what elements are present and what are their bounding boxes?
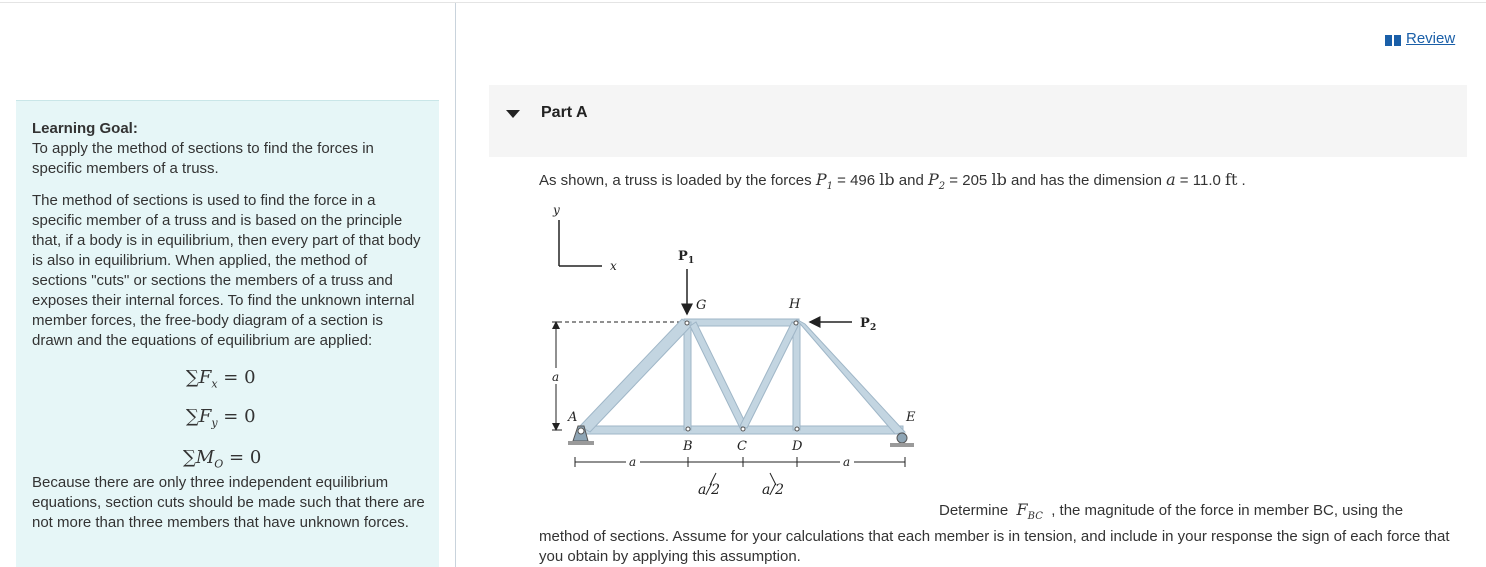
learning-goal-panel	[16, 100, 439, 567]
equation-sum-fx: $\sum F_x = 0$	[186, 367, 256, 391]
p2-label: P	[860, 316, 870, 331]
top-border	[0, 2, 1486, 3]
truss-members	[580, 319, 905, 434]
p1-value: 496	[850, 172, 876, 189]
p2-arrow	[810, 316, 876, 333]
statement-prefix: As shown, a truss is loaded by the forces	[539, 172, 812, 189]
p2-symbol: $P_2$	[928, 170, 946, 193]
x-axis-label: x	[610, 259, 617, 273]
panel-divider	[455, 3, 456, 567]
svg-text:2: 2	[870, 323, 877, 333]
fbc-symbol: $F_{BC}$	[1016, 500, 1043, 523]
a-vertical-label: a	[552, 370, 560, 384]
a-right-label: a	[843, 455, 851, 469]
p2-value: 205	[962, 172, 988, 189]
part-title: Part A	[541, 104, 588, 121]
label-g: G	[696, 298, 707, 313]
a-unit: ft	[1225, 170, 1238, 189]
a-symbol: a	[1166, 170, 1176, 189]
p1-label: P	[678, 249, 688, 264]
p1-arrow	[678, 249, 694, 314]
review-link-label[interactable]: Review	[1406, 30, 1456, 47]
learning-goal-title: Learning Goal:	[32, 120, 138, 137]
label-e: E	[906, 410, 916, 425]
problem-statement: As shown, a truss is loaded by the forces $P_1 = 496$ lb and $P_2 = 205$ lb and has the dimension a = 11.0 ft .	[539, 170, 1246, 193]
truss-figure	[540, 198, 940, 503]
label-c: C	[737, 439, 747, 454]
question-text	[539, 500, 1454, 567]
label-d: D	[792, 439, 803, 454]
equation-sum-fy: $\sum F_y = 0$	[186, 406, 256, 430]
a-half-label-2: a/2	[762, 482, 784, 498]
svg-text:1: 1	[688, 256, 695, 266]
vertical-dimension	[549, 322, 563, 430]
label-b: B	[683, 439, 693, 454]
question-part2: , the magnitude of the force in member BC, using the method of sections. Assume for your calculations that each member is in tension, and include in your response the sign of each force that you obtain by applying this assumption.	[539, 502, 1450, 566]
label-a: A	[568, 410, 578, 425]
p1-unit: lb	[879, 170, 895, 189]
p1-symbol: $P_1$	[815, 170, 833, 193]
horizontal-dimension	[575, 457, 905, 485]
learning-goal-body: The method of sections is used to find the force in a specific member of a truss and is based on the principle that, if a body is in equilibrium, then every part of that body is also in equilibrium. When applied, the method of sections "cuts" or sections the members of a truss and exposes their internal forces. To find the unknown internal member forces, the free-body diagram of a section is drawn and the equations of equilibrium are applied:	[32, 192, 421, 349]
y-axis-label: y	[553, 203, 560, 217]
a-value: 11.0	[1192, 172, 1221, 189]
p2-unit: lb	[991, 170, 1007, 189]
truss-diagram	[540, 198, 940, 498]
part-a-header[interactable]	[489, 85, 1467, 157]
roller-support-icon	[890, 433, 914, 447]
learning-goal-closing: Because there are only three independent equilibrium equations, section cuts should be made such that there are not more than three members that have unknown forces.	[32, 474, 425, 531]
collapse-caret-icon[interactable]	[506, 110, 520, 118]
question-part1: Determine	[939, 502, 1009, 519]
axes-icon	[552, 203, 617, 273]
statement-middle: and has the dimension	[1010, 172, 1162, 189]
review-link[interactable]	[1385, 30, 1455, 47]
book-icon	[1385, 33, 1401, 44]
label-h: H	[789, 297, 801, 312]
a-half-label-1: a/2	[698, 482, 720, 498]
equation-sum-mo: $\sum M_O = 0$	[183, 447, 262, 471]
learning-goal-intro: To apply the method of sections to find the forces in specific members of a truss.	[32, 140, 374, 177]
a-left-label: a	[629, 455, 637, 469]
